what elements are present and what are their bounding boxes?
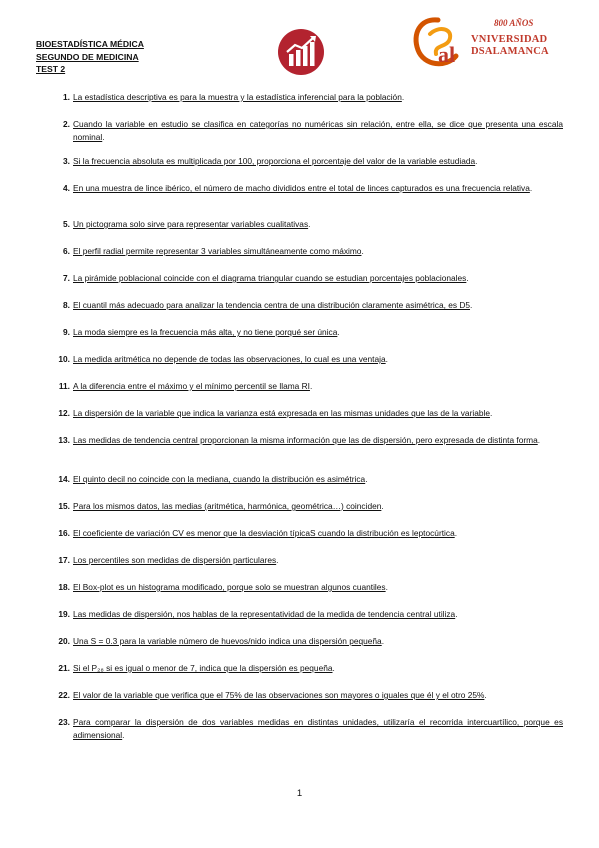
question-number: 1. bbox=[63, 92, 70, 102]
question-text: La moda siempre es la frecuencia más alta, y no tiene porqué ser única. bbox=[73, 327, 340, 337]
question-text: El valor de la variable que verifica que el 75% de las observaciones son mayores o iguales que él y el otro 25%. bbox=[73, 690, 487, 700]
question-number: 19. bbox=[58, 609, 70, 619]
question-text-content: La estadística descriptiva es para la muestra y la estadística inferencial para la población bbox=[73, 92, 402, 102]
question-text: Las medidas de dispersión, nos hablas de la representatividad de la medida de tendencia central utiliza. bbox=[73, 609, 458, 619]
question-text: Una S = 0.3 para la variable número de huevos/nido indica una dispersión pequeña. bbox=[73, 636, 385, 646]
question-text: La dispersión de la variable que indica la varianza está expresada en las mismas unidades que las de la variable. bbox=[73, 408, 493, 418]
question-text-content: La medida aritmética no depende de todas las observaciones, lo cual es una ventaja bbox=[73, 354, 386, 364]
question-text-content: El cuantil más adecuado para analizar la tendencia centra de una distribución claramente asimétrica, es D5 bbox=[73, 300, 471, 310]
university-name-2: DSALAMANCA bbox=[471, 46, 549, 57]
anniversary-label: 800 AÑOS bbox=[494, 18, 534, 28]
question-text-content: En una muestra de lince ibérico, el número de macho divididos entre el total de linces capturados es una frecuencia relativa bbox=[73, 183, 530, 193]
question-text-content: Si la frecuencia absoluta es multiplicada por 100, proporciona el porcentaje del valor de la variable estudiada bbox=[73, 156, 476, 166]
question-text-content: El coeficiente de variación CV es menor que la desviación típicaS cuando la distribución es leptocúrtica bbox=[73, 528, 455, 538]
question-text-content: Para los mismos datos, las medias (aritmética, harmónica, geométrica…) coinciden bbox=[73, 501, 382, 511]
question-text: Los percentiles son medidas de dispersión particulares. bbox=[73, 555, 279, 565]
question-number: 22. bbox=[58, 690, 70, 700]
university-logo bbox=[408, 14, 568, 74]
document-header bbox=[36, 38, 144, 76]
question-text: Cuando la variable en estudio se clasifica en categorías no numéricas sin relación, entre ella, se dice que presenta una escala nominal. bbox=[73, 119, 563, 142]
question-text: Las medidas de tendencia central proporcionan la misma información que las de dispersión, pero expresada de distinta forma. bbox=[73, 435, 541, 445]
question-number: 6. bbox=[63, 246, 70, 256]
question-number: 14. bbox=[58, 474, 70, 484]
question-number: 7. bbox=[63, 273, 70, 283]
question-text: El perfil radial permite representar 3 variables simultáneamente como máximo. bbox=[73, 246, 364, 256]
question-number: 10. bbox=[58, 354, 70, 364]
question-number: 21. bbox=[58, 663, 70, 673]
question-text: Un pictograma solo sirve para representar variables cualitativas. bbox=[73, 219, 311, 229]
question-number: 23. bbox=[58, 717, 70, 727]
question-text-content: El perfil radial permite representar 3 variables simultáneamente como máximo bbox=[73, 246, 362, 256]
question-text: En una muestra de lince ibérico, el número de macho divididos entre el total de linces capturados es una frecuencia relativa. bbox=[73, 183, 533, 193]
page-number: 1 bbox=[296, 788, 303, 799]
question-text: Para comparar la dispersión de dos variables medidas en distintas unidades, utilizaría el recorrida intercuartílico, porque es adimensional. bbox=[73, 717, 563, 740]
question-text-content: Los percentiles son medidas de dispersión particulares bbox=[73, 555, 277, 565]
question-text-content: Una S = 0.3 para la variable número de huevos/nido indica una dispersión pequeña bbox=[73, 636, 382, 646]
question-number: 5. bbox=[63, 219, 70, 229]
question-text-content: La pirámide poblacional coincide con el diagrama triangular cuando se estudian porcentajes poblacionales bbox=[73, 273, 467, 283]
question-number: 20. bbox=[58, 636, 70, 646]
usal-emblem-icon bbox=[408, 14, 470, 72]
question-number: 2. bbox=[63, 119, 70, 129]
question-number: 16. bbox=[58, 528, 70, 538]
university-name-1: VNIVERSIDAD bbox=[471, 34, 548, 45]
question-text: El coeficiente de variación CV es menor que la desviación típicaS cuando la distribución es leptocúrtica. bbox=[73, 528, 458, 538]
question-text-content: A la diferencia entre el máximo y el mínimo percentil se llama RI bbox=[73, 381, 310, 391]
question-text-content: La moda siempre es la frecuencia más alta, y no tiene porqué ser única bbox=[73, 327, 338, 337]
question-text-content: Las medidas de tendencia central proporcionan la misma información que las de dispersión, pero expresada de distinta forma bbox=[73, 435, 538, 445]
question-text-content: El valor de la variable que verifica que el 75% de las observaciones son mayores o iguales que él y el otro 25% bbox=[73, 690, 485, 700]
question-text: Si la frecuencia absoluta es multiplicada por 100, proporciona el porcentaje del valor de la variable estudiada. bbox=[73, 156, 478, 166]
question-text-content: Un pictograma solo sirve para representar variables cualitativas bbox=[73, 219, 309, 229]
question-number: 11. bbox=[58, 381, 70, 391]
course-year: SEGUNDO DE MEDICINA bbox=[36, 51, 139, 62]
svg-text:al: al bbox=[438, 42, 456, 67]
course-title: BIOESTADÍSTICA MÉDICA bbox=[36, 39, 144, 49]
question-text: Si el P₂₈ si es igual o menor de 7, indica que la dispersión es pequeña. bbox=[73, 663, 335, 673]
question-text-content: Las medidas de dispersión, nos hablas de la representatividad de la medida de tendencia central utiliza bbox=[73, 609, 456, 619]
bar-chart-logo-icon bbox=[277, 28, 325, 76]
question-text: El cuantil más adecuado para analizar la tendencia centra de una distribución claramente asimétrica, es D5. bbox=[73, 300, 473, 310]
question-text-content: Si el P₂₈ si es igual o menor de 7, indica que la dispersión es pequeña bbox=[73, 663, 333, 673]
question-number: 12. bbox=[58, 408, 70, 418]
question-text-content: El Box-plot es un histograma modificado, porque solo se muestran algunos cuantiles bbox=[73, 582, 386, 592]
question-text: El quinto decil no coincide con la mediana, cuando la distribución es asimétrica. bbox=[73, 474, 368, 484]
question-number: 17. bbox=[58, 555, 70, 565]
question-number: 18. bbox=[58, 582, 70, 592]
question-text-content: El quinto decil no coincide con la mediana, cuando la distribución es asimétrica bbox=[73, 474, 366, 484]
question-text: La pirámide poblacional coincide con el diagrama triangular cuando se estudian porcentajes poblacionales. bbox=[73, 273, 469, 283]
question-number: 9. bbox=[63, 327, 70, 337]
question-text: La estadística descriptiva es para la muestra y la estadística inferencial para la población. bbox=[73, 92, 405, 102]
test-title: TEST 2 bbox=[36, 64, 66, 74]
question-number: 3. bbox=[63, 156, 70, 166]
question-number: 15. bbox=[58, 501, 70, 511]
question-text-content: Para comparar la dispersión de dos variables medidas en distintas unidades, utilizaría el recorrida intercuartílico, porque es adimensional bbox=[73, 717, 563, 740]
question-text: Para los mismos datos, las medias (aritmética, harmónica, geométrica…) coinciden. bbox=[73, 501, 384, 511]
question-text: La medida aritmética no depende de todas las observaciones, lo cual es una ventaja. bbox=[73, 354, 388, 364]
question-text-content: Cuando la variable en estudio se clasifica en categorías no numéricas sin relación, entre ella, se dice que presenta una escala nominal bbox=[73, 119, 563, 142]
question-number: 8. bbox=[63, 300, 70, 310]
question-number: 13. bbox=[58, 435, 70, 445]
question-text: A la diferencia entre el máximo y el mínimo percentil se llama RI. bbox=[73, 381, 313, 391]
question-number: 4. bbox=[63, 183, 70, 193]
question-text-content: La dispersión de la variable que indica la varianza está expresada en las mismas unidades que las de la variable bbox=[73, 408, 490, 418]
question-text: El Box-plot es un histograma modificado, porque solo se muestran algunos cuantiles. bbox=[73, 582, 388, 592]
